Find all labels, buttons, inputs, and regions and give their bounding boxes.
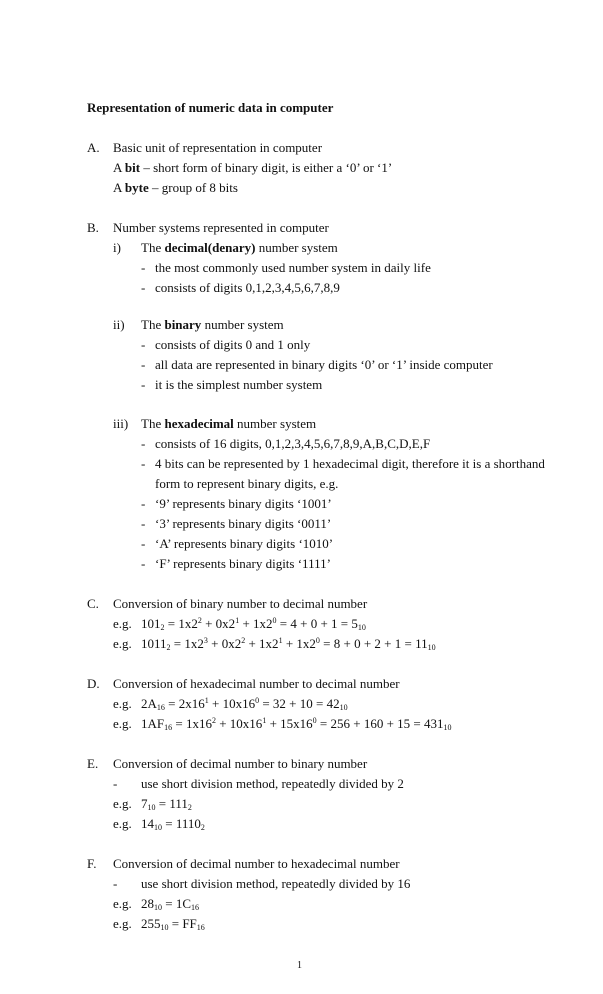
- list-item: consists of 16 digits, 0,1,2,3,4,5,6,7,8,9,A,B,C,D,E,F: [155, 436, 431, 451]
- formula-text: + 1x2: [282, 636, 316, 651]
- list-item-continued: form to represent binary digits, e.g.: [155, 476, 339, 491]
- list-item: ‘3’ represents binary digits ‘0011’: [155, 516, 332, 531]
- list-item: ‘A’ represents binary digits ‘1010’: [155, 536, 334, 551]
- formula-text: + 0x2: [201, 616, 236, 631]
- bullet: -: [141, 496, 146, 511]
- superscript: 0: [272, 616, 277, 625]
- eg-label: e.g.: [113, 716, 132, 731]
- bit-definition: A bit – short form of binary digit, is either a ‘0’ or ‘1’: [113, 160, 393, 175]
- formula-text: 7: [141, 796, 148, 811]
- formula: [141, 615, 366, 633]
- formula: [141, 815, 205, 833]
- bullet: -: [113, 776, 118, 791]
- section-marker: A.: [87, 140, 100, 155]
- superscript: 0: [315, 636, 320, 645]
- formula-text: + 1x2: [239, 616, 273, 631]
- formula-text: = 8 + 0 + 2 + 1 = 11: [319, 636, 428, 651]
- subscript: 2: [187, 803, 192, 812]
- subsection-marker: i): [113, 240, 121, 255]
- subscript: 10: [339, 703, 348, 712]
- bullet: -: [141, 357, 146, 372]
- superscript: 0: [255, 696, 260, 705]
- superscript: 1: [262, 716, 267, 725]
- subscript: 16: [156, 703, 165, 712]
- subsection-heading: The binary number system: [141, 317, 284, 332]
- formula-text: = 1C: [162, 896, 192, 911]
- section-marker: E.: [87, 756, 99, 771]
- list-item: the most commonly used number system in daily life: [155, 260, 431, 275]
- subscript: 10: [147, 803, 156, 812]
- document-title: Representation of numeric data in computer: [87, 100, 334, 115]
- bullet: -: [113, 876, 118, 891]
- formula-text: = 4 + 0 + 1 = 5: [276, 616, 358, 631]
- eg-label: e.g.: [113, 616, 132, 631]
- superscript: 1: [235, 616, 240, 625]
- formula-text: = 2x16: [164, 696, 205, 711]
- superscript: 1: [204, 696, 209, 705]
- superscript: 1: [278, 636, 283, 645]
- formula: [141, 715, 451, 733]
- bullet: -: [141, 280, 146, 295]
- bullet: -: [141, 536, 146, 551]
- bullet: -: [141, 436, 146, 451]
- formula-text: + 0x2: [207, 636, 242, 651]
- superscript: 2: [241, 636, 246, 645]
- eg-label: e.g.: [113, 636, 132, 651]
- section-heading: Conversion of hexadecimal number to decimal number: [113, 676, 400, 691]
- page-number: 1: [297, 960, 302, 971]
- section-heading: Conversion of decimal number to hexadecimal number: [113, 856, 400, 871]
- bullet: -: [141, 516, 146, 531]
- method-text: use short division method, repeatedly divided by 16: [141, 876, 411, 891]
- bullet: -: [141, 456, 146, 471]
- formula: [141, 895, 199, 913]
- subscript: 10: [154, 903, 162, 912]
- subscript: 10: [160, 923, 169, 932]
- bullet: -: [141, 556, 146, 571]
- superscript: 2: [197, 616, 202, 625]
- list-item: consists of digits 0,1,2,3,4,5,6,7,8,9: [155, 280, 340, 295]
- formula: [141, 635, 436, 653]
- subscript: 10: [427, 643, 436, 652]
- formula-text: + 10x16: [215, 716, 263, 731]
- list-item: it is the simplest number system: [155, 377, 323, 392]
- superscript: 3: [203, 636, 208, 645]
- formula-text: 1AF: [141, 716, 165, 731]
- list-item: 4 bits can be represented by 1 hexadecimal digit, therefore it is a shorthand: [155, 456, 545, 471]
- formula-text: 2A: [141, 696, 157, 711]
- section-marker: C.: [87, 596, 99, 611]
- superscript: 0: [312, 716, 317, 725]
- method-text: use short division method, repeatedly divided by 2: [141, 776, 404, 791]
- formula-text: = 1x16: [172, 716, 212, 731]
- section-heading: Basic unit of representation in computer: [113, 140, 323, 155]
- bullet: -: [141, 377, 146, 392]
- list-item: consists of digits 0 and 1 only: [155, 337, 311, 352]
- section-heading: Conversion of binary number to decimal number: [113, 596, 368, 611]
- superscript: 2: [211, 716, 216, 725]
- formula-text: = 1110: [162, 816, 201, 831]
- formula-text: 14: [141, 816, 154, 831]
- formula: [141, 795, 192, 813]
- eg-label: e.g.: [113, 916, 132, 931]
- formula-text: 1011: [141, 636, 167, 651]
- subscript: 10: [357, 623, 366, 632]
- section-marker: B.: [87, 220, 99, 235]
- formula-text: + 15x16: [266, 716, 313, 731]
- formula-text: = 32 + 10 = 42: [259, 696, 340, 711]
- subscript: 10: [443, 723, 452, 732]
- list-item: all data are represented in binary digits ‘0’ or ‘1’ inside computer: [155, 357, 493, 372]
- formula: [141, 695, 348, 713]
- bullet: -: [141, 337, 146, 352]
- eg-label: e.g.: [113, 696, 132, 711]
- subscript: 2: [166, 643, 171, 652]
- formula-text: + 1x2: [245, 636, 279, 651]
- formula-text: = 256 + 160 + 15 = 431: [316, 716, 444, 731]
- section-marker: D.: [87, 676, 100, 691]
- formula-text: = 1x2: [164, 616, 198, 631]
- subscript: 10: [154, 823, 162, 832]
- eg-label: e.g.: [113, 796, 132, 811]
- formula: [141, 915, 205, 933]
- section-marker: F.: [87, 856, 97, 871]
- byte-definition: A byte – group of 8 bits: [113, 180, 238, 195]
- subscript: 2: [160, 623, 165, 632]
- bullet: -: [141, 260, 146, 275]
- list-item: ‘9’ represents binary digits ‘1001’: [155, 496, 332, 511]
- subscript: 16: [196, 923, 205, 932]
- list-item: ‘F’ represents binary digits ‘1111’: [155, 556, 331, 571]
- subsection-marker: ii): [113, 317, 125, 332]
- subsection-marker: iii): [113, 416, 129, 431]
- subscript: 16: [164, 723, 173, 732]
- formula-text: 101: [141, 616, 161, 631]
- formula-text: 255: [141, 916, 161, 931]
- subsection-heading: The decimal(denary) number system: [141, 240, 338, 255]
- eg-label: e.g.: [113, 896, 132, 911]
- subsection-heading: The hexadecimal number system: [141, 416, 317, 431]
- section-heading: Number systems represented in computer: [113, 220, 329, 235]
- formula-text: + 10x16: [208, 696, 256, 711]
- subscript: 2: [200, 823, 205, 832]
- formula-text: 28: [141, 896, 154, 911]
- section-heading: Conversion of decimal number to binary number: [113, 756, 368, 771]
- subscript: 16: [191, 903, 200, 912]
- formula-text: = 1x2: [170, 636, 204, 651]
- formula-text: = FF: [168, 916, 197, 931]
- eg-label: e.g.: [113, 816, 132, 831]
- formula-text: = 111: [155, 796, 188, 811]
